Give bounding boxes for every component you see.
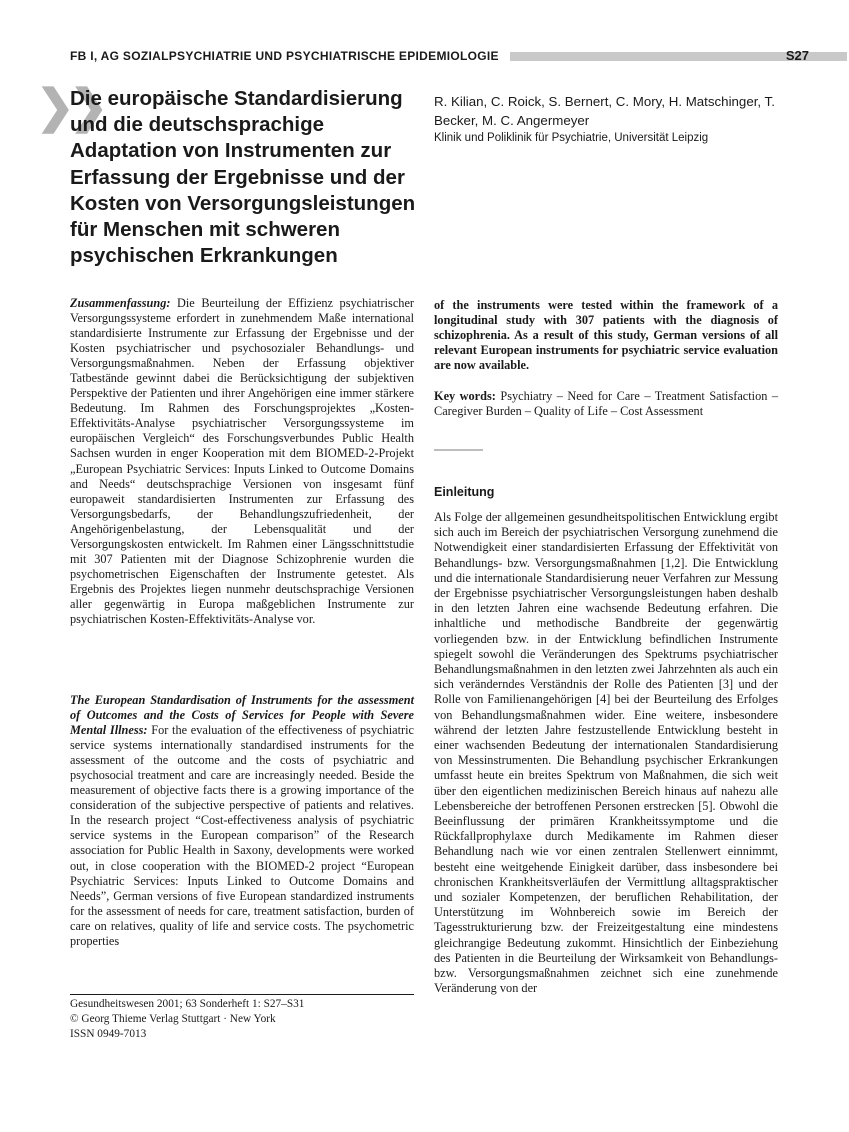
issn-line: ISSN 0949-7013 [70,1028,147,1040]
author-list: R. Kilian, C. Roick, S. Bernert, C. Mory, H. Matschinger, T. Becker, M. C. Angermeyer [434,94,775,128]
running-header [70,48,809,64]
section-title: FB I, AG SOZIALPSYCHIATRIE UND PSYCHIATRISCHE EPIDEMIOLOGIE [70,49,499,63]
abstract-label: Zusammenfassung: [70,296,171,310]
article-title [70,86,430,269]
title-line: und die deutschsprachige [70,113,325,137]
keywords-text: Psychiatry – Need for Care – Treatment Satisfaction – Caregiver Burden – Quality of Life – Cost Assessment [434,389,779,419]
english-abstract [70,693,414,949]
title-line: psychischen Erkrankungen [70,244,338,268]
title-line: Kosten von Versorgungsleistungen [70,191,416,215]
title-line: Erfassung der Ergebnisse und der [70,165,405,189]
section-heading: Einleitung [434,485,495,499]
publisher-line: © Georg Thieme Verlag Stuttgart · New York [70,1013,276,1025]
journal-citation: Gesundheitswesen 2001; 63 Sonderheft 1: S27–S31 [70,998,305,1010]
german-abstract [70,296,414,627]
affiliation: Klinik und Poliklinik für Psychiatrie, Universität Leipzig [434,132,709,144]
keywords-label: Key words: [434,389,496,403]
page-number: S27 [785,48,809,63]
english-abstract-label: The European Standardisation of Instruments for the assessment of Outcomes and the Costs of Services for People with Severe Mental Illness: [70,693,414,738]
english-abstract-continuation [434,298,778,373]
english-abstract-continuation-text: of the instruments were tested within the framework of a longitudinal study with 307 patients with the diagnosis of schizophrenia. As a result of this study, German versions of all relevant European instruments for psychiatric service evaluation are now available. [434,298,778,373]
footer-rule [70,994,414,995]
introduction-text: Als Folge der allgemeinen gesundheitspolitischen Entwicklung ergibt sich auch im Bereich der psychiatrischen Versorgung zunehmend die Notwendigkeit einer standardisierten Erfassung der Effektivität von Behandlungs- bzw. Versorgungsmaßnahmen [1,2]. Die Entwicklung und die internationale Standardisierung neuer Verfahren zur Messung der Ergebnisse psychiatrischer Versorgungsleistungen haben deshalb in den letzten Jahren eine wachsende Bedeutung erfahren. Die inhaltliche und methodische Bandbreite der gegenwärtig vorliegenden bzw. in der Entwicklung befindlichen Instrumente spiegelt sowohl die Veränderungen des Spektrums psychiatrischer Behandlungsmaßnahmen in den letzten zwei Jahrzehnten als auch ein sich veränderndes Verständnis der Rolle des Patienten [3] und der Rolle von Familienangehörigen [4] bei der Beurteilung des Erfolges von Behandlungsmaßnahmen wider. Eine weitere, insbesondere während der letzten Jahre festzustellende Entwicklung besteht in einer wachsenden Bedeutung der internationalen Standardisierung von Messinstrumenten. Die Behandlung psychischer Erkrankungen umfasst heute ein breites Spektrum von Maßnahmen, die sich weit über den eigentlichen medizinischen Bereich hinaus auf nahezu alle Lebensbereiche der betroffenen Personen erstrecken [5]. Obwohl die Beeinflussung der primären Krankheitssymptome und die Rückfallprophylaxe durch Medikamente im Rahmen dieser Behandlung nach wie vor einen zentralen Stellenwert einnimmt, besteht eine weitgehende Einigkeit darüber, dass insbesondere bei chronischen Krankheitsverläufen der Vermittlung alltagspraktischer und sozialer Kompetenzen, der beruflichen Rehabilitation, der Unterstützung im Wohnbereich sowie im Bereich der Tagesstrukturierung bzw. der Freizeitgestaltung eine mindestens gleichrangige Bedeutung zukommt. Hinsichtlich der Einbeziehung des Patienten in die Beurteilung der Wirksamkeit von Behandlungs- bzw. Versorgungsmaßnahmen zeichnet sich eine zunehmende Veränderung von der [434,510,778,996]
section-divider [434,449,483,451]
abstract-text: Die Beurteilung der Effizienz psychiatrischer Versorgungssysteme erfordert in zunehmendem Maße international standardisierte Instrumente zur Erfassung der Ergebnisse und der Kosten psychiatrischer und psychosozialer Behandlungs- und Versorgungsmaßnahmen. Neben der Erfassung objektiver Tatbestände gewinnt dabei die Berücksichtigung der subjektiven Perspektive der Patienten und ihrer Angehörigen eine immer stärkere Bedeutung. Im Rahmen des Forschungsprojektes „Kosten-Effektivitäts-Analyse psychiatrischer Versorgungssysteme im europäischen Vergleich“ des Forschungsverbundes Public Health Sachsen wurden in enger Kooperation mit dem BIOMED-2-Projekt „European Psychiatric Services: Inputs Linked to Outcome Domains and Needs“ deutschsprachige Versionen von insgesamt fünf europaweit standardisierten Instrumenten zur Erfassung des Versorgungsbedarfs, der Behandlungszufriedenheit, der Angehörigenbelastung, der Lebensqualität und der Versorgungskosten entwickelt. Im Rahmen einer Längsschnittstudie mit 307 Patienten mit der Diagnose Schizophrenie wurden die psychometrischen Eigenschaften der Instrumente getestet. Als Ergebnis des Projektes liegen nunmehr deutschsprachige Versionen aller gegenwärtig in Europa maßgeblichen Instrumente zur psychiatrischen Kosten-Effektivitäts-Analyse vor. [70,296,414,626]
publication-footer [70,997,414,1042]
introduction-body [434,510,778,997]
english-abstract-text: For the evaluation of the effectiveness of psychiatric service systems internationally standardised instruments for the assessment of the outcome and the costs of psychiatric and psychosocial treatment and care are increasingly needed. Beside the measurement of objective facts there is a growing importance of the consideration of the subjective perspective of patients and relatives. In the research project “Cost-effectiveness analysis of psychiatric service systems in the European comparison” of the Research association for Public Health in Saxony, developments were worked out, in close cooperation with the BIOMED-2 project “European Psychiatric Services: Inputs Linked to Outcome Domains and Needs”, German versions of five European standardized instruments for the assessment of needs for care, treatment satisfaction, burden of care on relatives, quality of life and service costs. The psychometric properties [70,723,414,948]
title-line: für Menschen mit schweren [70,218,340,242]
title-line: Adaptation von Instrumenten zur [70,139,392,163]
keywords [434,389,778,419]
quote-mark-icon: ❯❯ [36,80,104,132]
title-line: Die europäische Standardisierung [70,87,403,110]
